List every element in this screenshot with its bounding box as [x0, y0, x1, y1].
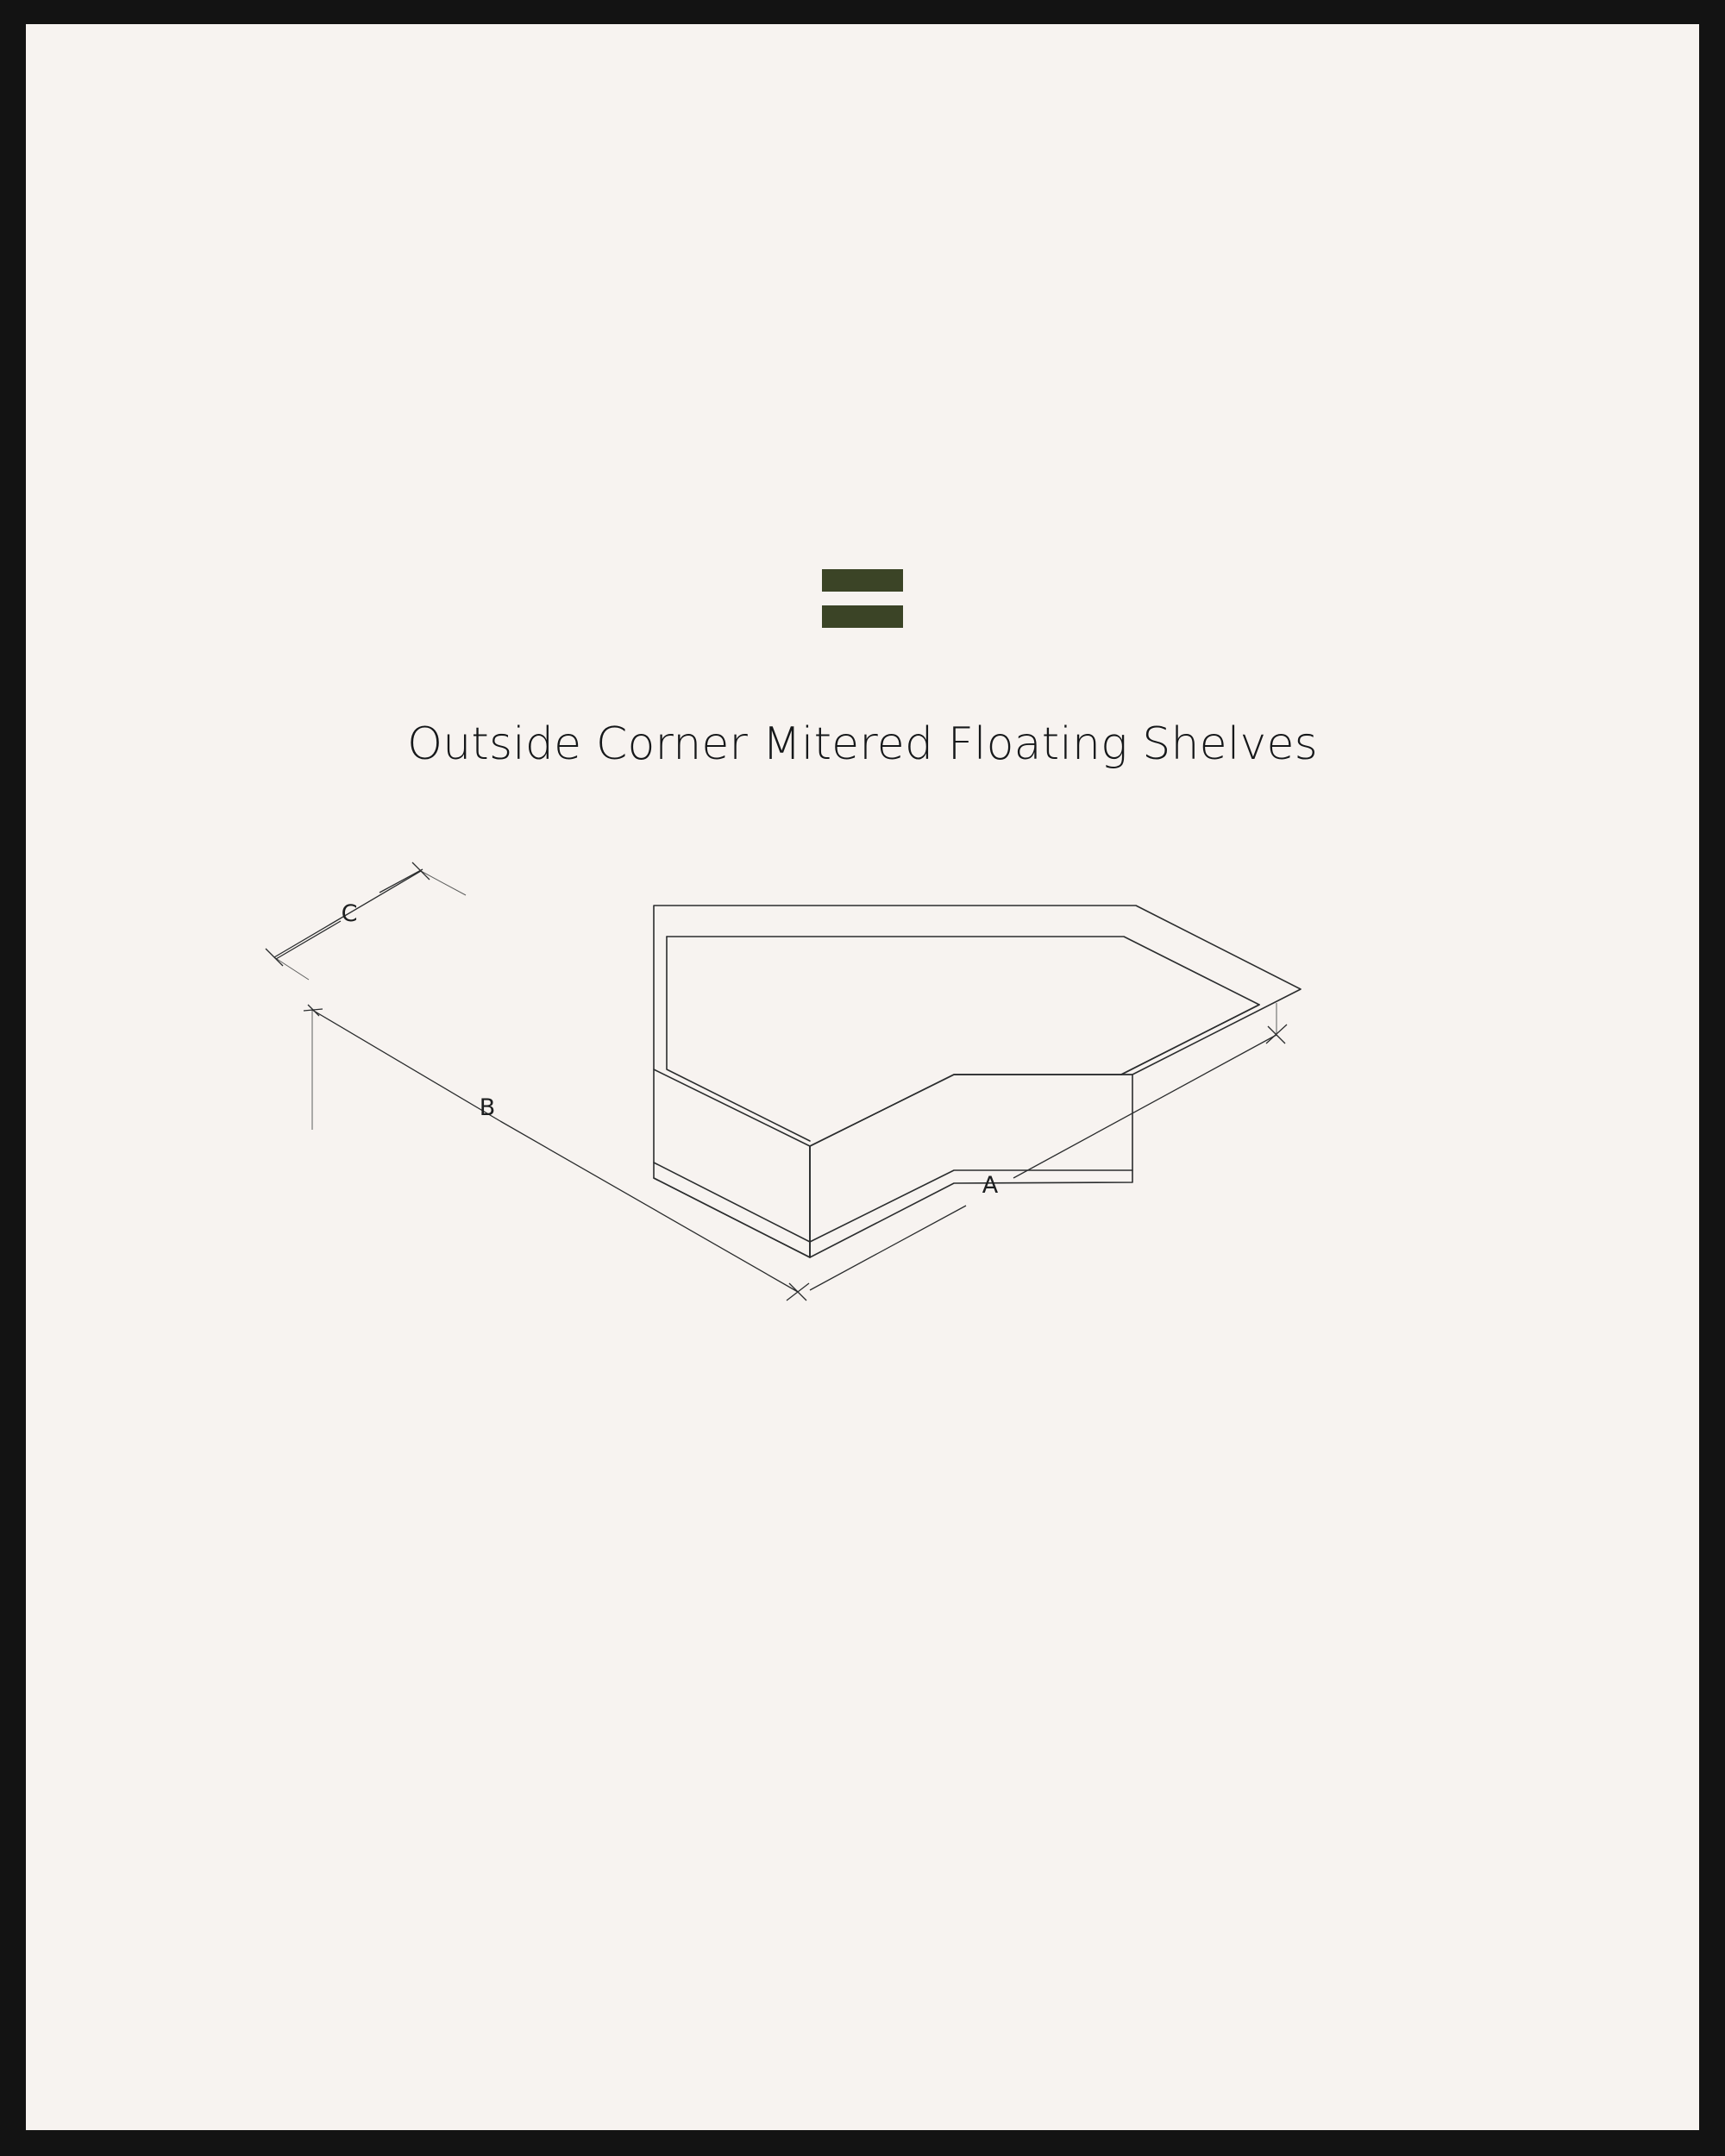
- logo-bar-top: [822, 569, 903, 592]
- dimension-label-a: A: [982, 1172, 999, 1199]
- dimension-label-c: C: [341, 900, 358, 927]
- dimension-line-b: [304, 1005, 809, 1300]
- shelf-outline: [654, 906, 1301, 1257]
- double-bar-logo: [26, 569, 1699, 628]
- dimension-line-c: [266, 862, 466, 980]
- logo-bar-bottom: [822, 605, 903, 628]
- isometric-l-shaped-shelf-diagram: [259, 852, 1466, 1594]
- page-title: Outside Corner Mitered Floating Shelves: [407, 718, 1318, 770]
- poster-canvas: [26, 24, 1699, 2130]
- dimension-line-a: [810, 1003, 1289, 1290]
- dimension-label-b: B: [479, 1094, 496, 1121]
